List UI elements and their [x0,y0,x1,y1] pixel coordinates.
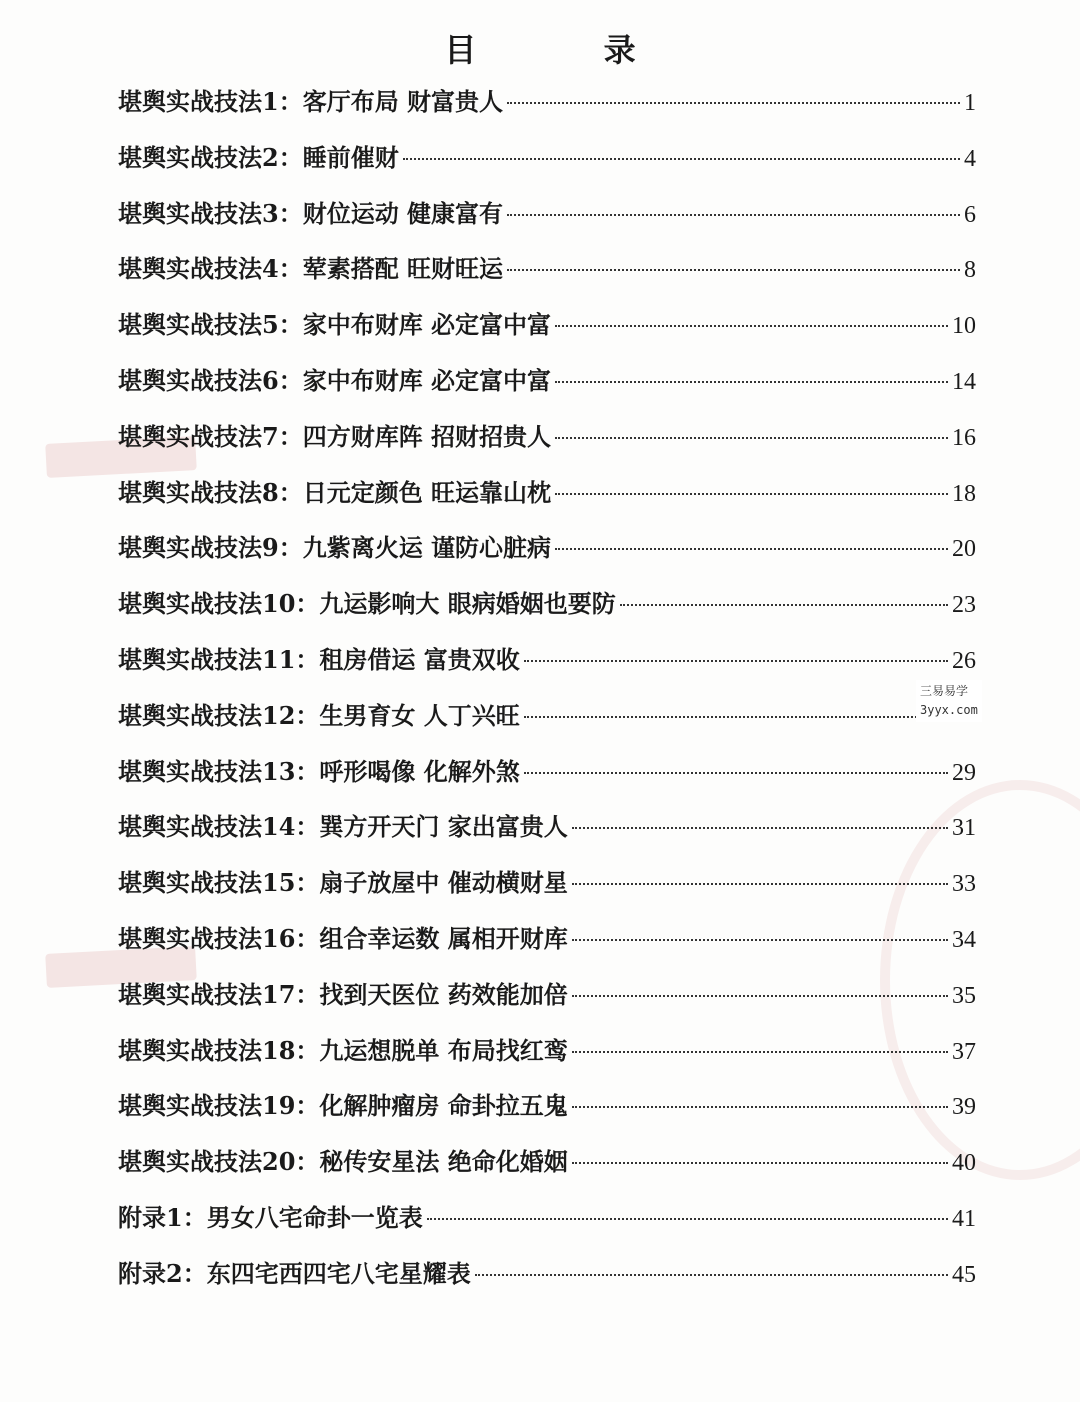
toc-entry[interactable] [118,1190,976,1246]
toc-entry-title: 堪舆实战技法12：生男育女 人丁兴旺 [118,700,520,730]
toc-entry[interactable] [118,465,976,521]
toc-entry[interactable] [118,74,976,130]
toc-entry-page: 10 [952,313,976,340]
toc-entry-page: 1 [964,90,976,116]
toc-entry-title: 堪舆实战技法7：四方财库阵 招财招贵人 [118,421,552,451]
toc-entry[interactable] [118,688,976,744]
toc-dot-leader [403,158,960,160]
page-title: 目 录 [444,31,694,69]
toc-entry[interactable] [118,911,976,967]
toc-dot-leader [572,1162,948,1164]
toc-entry-page: 35 [952,982,976,1009]
toc-dot-leader [620,604,948,606]
toc-dot-leader [572,995,948,997]
toc-entry-title: 堪舆实战技法3：财位运动 健康富有 [118,198,504,228]
toc-entry-page: 41 [952,1205,976,1232]
toc-entry[interactable] [118,241,976,297]
toc-dot-leader [555,381,948,383]
toc-entry-title: 堪舆实战技法1：客厅布局 财富贵人 [118,87,504,116]
toc-dot-leader [524,660,948,662]
toc-entry-title: 堪舆实战技法18：九运想脱单 布局找红鸾 [118,1035,568,1065]
toc-dot-leader [475,1274,948,1276]
site-watermark [916,680,982,722]
toc-entry-title: 附录1：男女八宅命卦一览表 [118,1202,423,1232]
toc-dot-leader [572,1051,948,1053]
toc-entry-page: 4 [964,145,976,172]
toc-entry[interactable] [118,353,976,409]
toc-entry[interactable] [118,799,976,855]
toc-dot-leader [507,102,960,104]
toc-dot-leader [524,716,972,718]
toc-entry-page: 20 [952,536,976,563]
toc-entry-page: 23 [952,592,976,619]
toc-entry-page: 14 [952,368,976,395]
toc-entry[interactable] [118,297,976,353]
toc-entry-page: 37 [952,1038,976,1065]
toc-dot-leader [507,269,960,271]
toc-entry-title: 堪舆实战技法6：家中布财库 必定富中富 [118,365,552,395]
toc-entry-page: 8 [964,257,976,284]
toc-entry-title: 堪舆实战技法20：秘传安星法 绝命化婚姻 [118,1147,568,1177]
toc-dot-leader [555,437,948,439]
toc-entry[interactable] [118,744,976,800]
toc-dot-leader [427,1218,948,1220]
toc-entry[interactable] [118,186,976,242]
toc-entry[interactable] [118,967,976,1023]
toc-entry[interactable] [118,1023,976,1079]
toc-entry-title: 堪舆实战技法8：日元定颜色 旺运靠山枕 [118,477,552,507]
toc-dot-leader [572,883,948,885]
toc-entry-title: 堪舆实战技法2：睡前催财 [118,142,399,172]
toc-entry[interactable] [118,1078,976,1134]
toc-dot-leader [572,1106,948,1108]
toc-entry-page: 26 [952,647,976,674]
toc-entry-page: 6 [964,201,976,228]
toc-entry[interactable] [118,855,976,911]
toc-entry[interactable] [118,1134,976,1190]
toc-entry[interactable] [118,130,976,186]
toc-entry-title: 堪舆实战技法19：化解肿瘤房 命卦拉五鬼 [118,1091,568,1121]
toc-entry-title: 堪舆实战技法17：找到天医位 药效能加倍 [118,979,568,1009]
toc-entry[interactable] [118,576,976,632]
toc-dot-leader [555,548,948,550]
toc-entry-page: 40 [952,1150,976,1177]
toc-entry-page: 45 [952,1261,976,1288]
watermark-name: 三易易学 [920,684,969,698]
toc-entry[interactable] [118,409,976,465]
toc-dot-leader [524,772,948,774]
toc-entry-page: 34 [952,926,976,953]
toc-entry-page: 18 [952,480,976,507]
toc-entry-title: 附录2：东四宅西四宅八宅星耀表 [118,1258,471,1288]
toc-entry-title: 堪舆实战技法5：家中布财库 必定富中富 [118,310,552,340]
toc-entry-title: 堪舆实战技法10：九运影响大 眼病婚姻也要防 [118,589,616,619]
toc-entry[interactable] [118,520,976,576]
toc-entry-page: 39 [952,1094,976,1121]
toc-dot-leader [555,493,948,495]
toc-entry-title: 堪舆实战技法9：九紫离火运 谨防心脏病 [118,533,552,563]
toc-entry-title: 堪舆实战技法16：组合幸运数 属相开财库 [118,923,568,953]
toc-dot-leader [572,827,948,829]
toc-dot-leader [555,325,948,327]
toc-dot-leader [507,214,960,216]
toc-entry[interactable] [118,632,976,688]
watermark-url: 3yyx.com [920,703,978,717]
toc-entry-page: 33 [952,871,976,898]
toc-entry-page: 16 [952,424,976,451]
toc-entry-page: 31 [952,815,976,842]
toc-entry[interactable] [118,1246,976,1302]
toc-dot-leader [572,939,948,941]
toc-entry-title: 堪舆实战技法15：扇子放屋中 催动横财星 [118,868,568,898]
table-of-contents [118,74,976,1302]
toc-entry-page: 29 [952,759,976,786]
toc-entry-title: 堪舆实战技法4：荤素搭配 旺财旺运 [118,254,504,284]
toc-entry-title: 堪舆实战技法11：租房借运 富贵双收 [118,644,520,674]
toc-entry-title: 堪舆实战技法13：呼形喝像 化解外煞 [118,756,520,786]
toc-entry-title: 堪舆实战技法14：巽方开天门 家出富贵人 [118,812,568,842]
